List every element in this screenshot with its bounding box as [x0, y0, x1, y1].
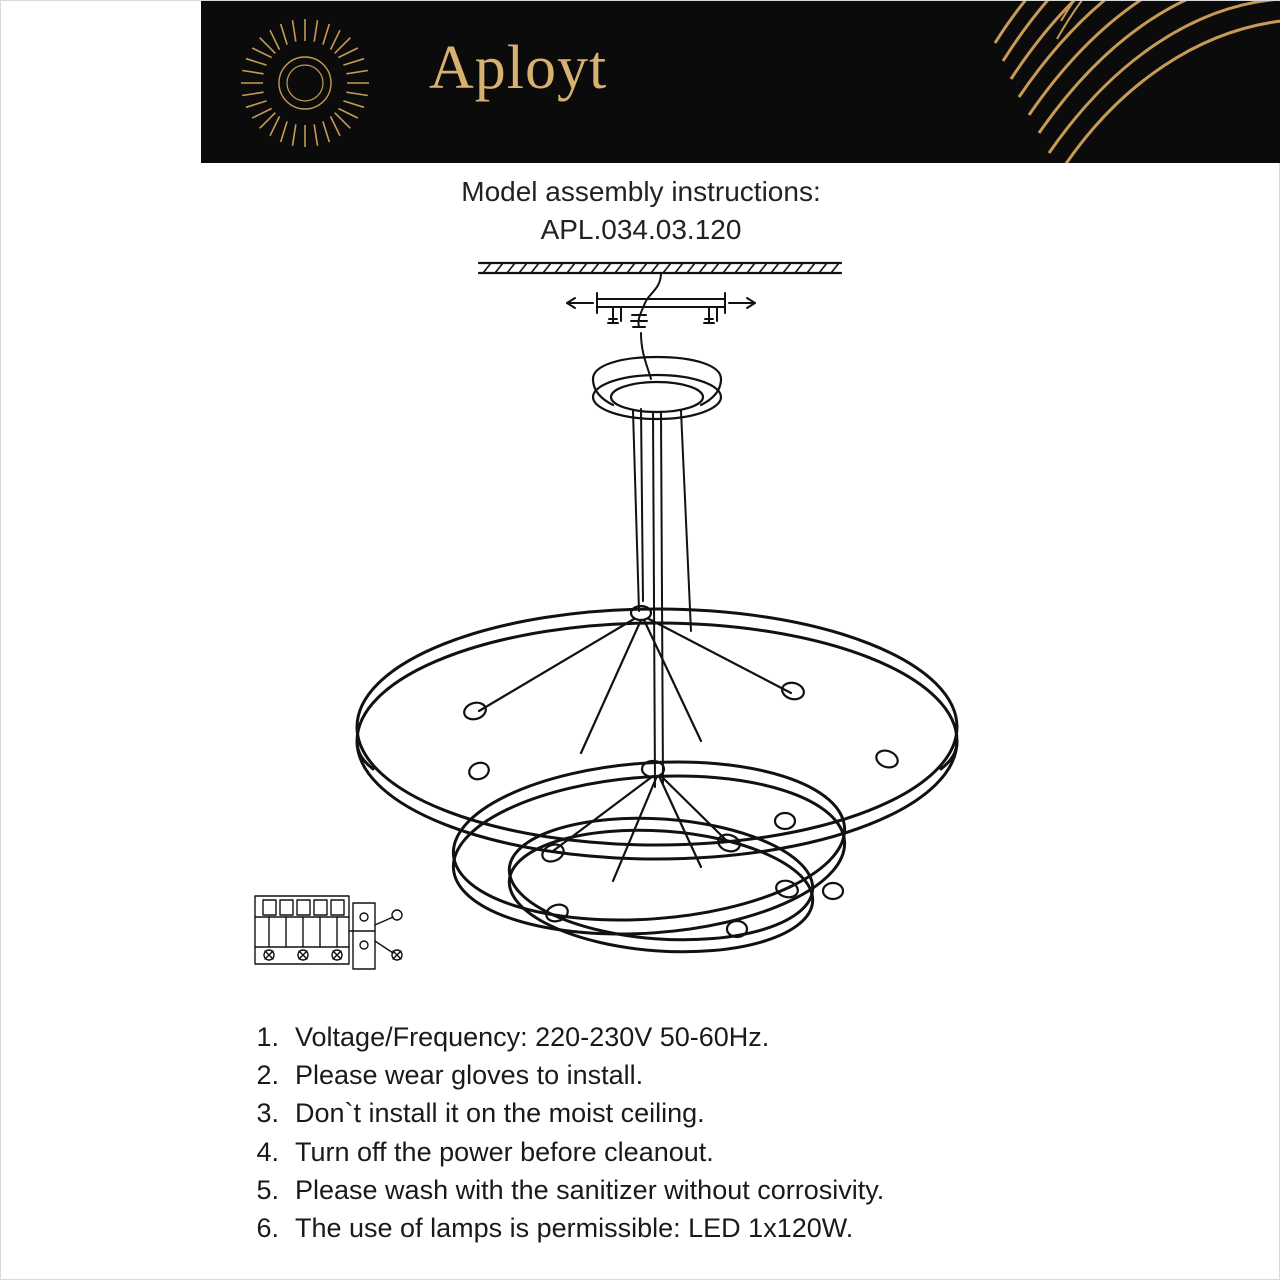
rays-fan-icon — [871, 1, 1280, 163]
list-item-text: Please wash with the sanitizer without corrosivity. — [295, 1174, 885, 1205]
ceiling-hatching — [479, 263, 841, 273]
title-block — [1, 173, 1280, 249]
list-item-number: 1. — [256, 1022, 279, 1052]
assembly-illustration — [1, 241, 1280, 1001]
notes-list — [249, 1019, 1129, 1248]
list-item — [249, 1210, 1129, 1246]
instructions-title: Model assembly instructions: — [461, 176, 821, 207]
small-ring — [505, 809, 817, 962]
list-item-text: Please wear gloves to install. — [295, 1060, 644, 1091]
suspension-cables — [633, 409, 691, 787]
mounting-bracket — [567, 273, 755, 379]
list-item-text: Voltage/Frequency: 220-230V 50-60Hz. — [295, 1022, 770, 1052]
chandelier-drawing — [1, 241, 1280, 1001]
header-banner — [201, 1, 1280, 163]
list-item — [249, 1057, 1129, 1093]
model-code: APL.034.03.120 — [540, 213, 742, 245]
list-item — [249, 1134, 1129, 1170]
list-item-number: 4. — [256, 1136, 279, 1167]
list-item — [249, 1095, 1129, 1131]
list-item-number: 6. — [256, 1212, 279, 1243]
terminal-block-diagram — [255, 896, 402, 969]
list-item-text: The use of lamps is permissible: LED 1x120W. — [295, 1212, 854, 1243]
list-item — [249, 1172, 1129, 1208]
list-item-number: 5. — [256, 1174, 279, 1205]
list-item-number: 3. — [256, 1098, 279, 1129]
list-item-text: Turn off the power before cleanout. — [295, 1136, 714, 1167]
brand-name: Aployt — [429, 34, 608, 102]
canopy-ring — [593, 357, 721, 419]
list-item-text: Don`t install it on the moist ceiling. — [295, 1098, 705, 1129]
sunburst-icon — [237, 15, 373, 151]
list-item-number: 2. — [256, 1060, 279, 1091]
list-item — [249, 1019, 1129, 1055]
